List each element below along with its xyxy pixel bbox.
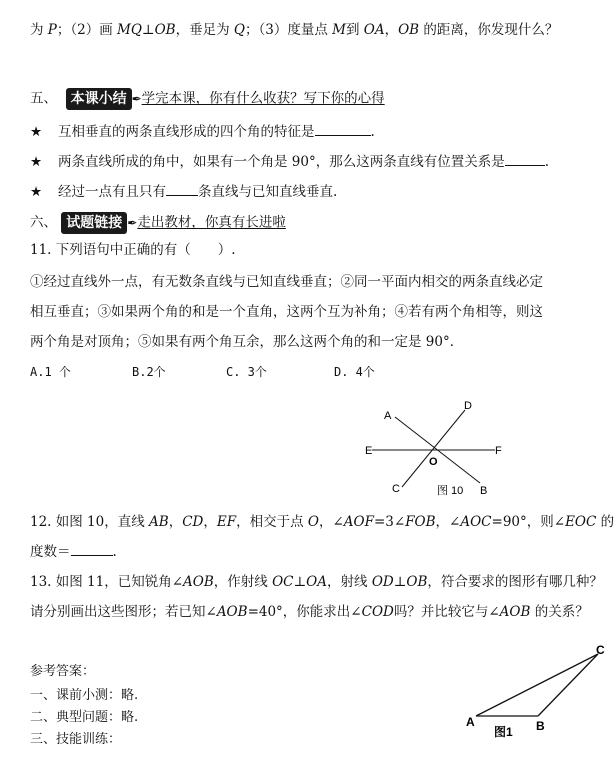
section-number: 六、 <box>30 214 57 231</box>
star-icon: ★ <box>30 184 43 200</box>
text: =40°，你能求出∠ <box>247 604 362 620</box>
text: ；（2）画 <box>56 22 118 38</box>
pen-icon: ✒ <box>131 92 142 106</box>
text: ，射线 <box>327 574 372 590</box>
text: ，相交于点 <box>236 514 308 530</box>
item-text: 两条直线所成的角中，如果有一个角是 90°，那么这两条直线有位置关系是 <box>58 154 505 170</box>
section-badge: 试题链接 <box>61 212 127 234</box>
q12-line <box>30 542 117 562</box>
line-ef-label: EF <box>216 514 237 530</box>
angle-cod: COD <box>361 604 394 620</box>
od-perp-ob: OD⊥OB <box>371 574 428 590</box>
text: 12. 如图 10，直线 <box>30 514 150 530</box>
text: 度数＝ <box>30 544 71 560</box>
q11-line: 相互垂直；③如果两个角的和是一个直角，这两个互为补角；④若有两个角相等，则这 <box>30 304 543 320</box>
item-text: 条直线与已知直线垂直. <box>198 184 338 200</box>
angle-fob: FOB <box>405 514 436 530</box>
option-a[interactable]: A.1 个 <box>30 365 71 379</box>
section-five-header <box>30 88 385 110</box>
angle-eoc: EOC <box>565 514 597 530</box>
option-b[interactable]: B.2个 <box>132 365 166 379</box>
text: 到 <box>345 22 364 38</box>
section-subtitle: 学完本课，你有什么收获？写下你的心得 <box>141 90 385 107</box>
answer-blank[interactable] <box>166 183 198 196</box>
answer-item: 三、技能训练： <box>30 732 122 747</box>
label-d: D <box>464 400 472 412</box>
star-icon: ★ <box>30 124 43 140</box>
label-e: E <box>365 445 373 457</box>
point-m: M <box>332 22 346 38</box>
figure-1 <box>460 640 605 750</box>
label-c: C <box>392 483 400 495</box>
answer-item: 二、典型问题：略. <box>30 710 139 725</box>
text: 请分别画出这些图形；若已知∠ <box>30 604 217 620</box>
text: ；（3）度量点 <box>244 22 333 38</box>
point-o: O <box>307 514 319 530</box>
ray-ob: OB <box>398 22 420 38</box>
text: ，∠ <box>435 514 461 530</box>
angle-aob: AOB <box>183 574 214 590</box>
side-bc <box>538 654 598 716</box>
q11-line: 两个角是对顶角；⑤如果有两个角互余，那么这两个角的和一定是 90°． <box>30 334 464 350</box>
point-p: P <box>47 22 57 38</box>
line-cd <box>402 410 465 487</box>
option-d[interactable]: D. 4个 <box>334 365 375 379</box>
pen-icon: ✒ <box>127 216 138 230</box>
text: 的关系？ <box>530 604 589 620</box>
intro-line <box>30 20 558 40</box>
q12-line <box>30 512 614 532</box>
label-c: C <box>596 643 605 657</box>
figure-caption: 图 10 <box>437 485 464 497</box>
line-ab-label: AB <box>149 514 169 530</box>
section-number: 五、 <box>30 90 57 107</box>
summary-item-1 <box>30 122 375 142</box>
label-b: B <box>480 485 488 497</box>
text: ， <box>203 514 217 530</box>
q11-line: ①经过直线外一点，有无数条直线与已知直线垂直；②同一平面内相交的两条直线必定 <box>30 274 543 290</box>
text: ， <box>384 22 399 38</box>
angle-aob: AOB <box>499 604 531 620</box>
angle-aoc: AOC <box>460 514 492 530</box>
q11-options <box>30 362 375 382</box>
option-c[interactable]: C. 3个 <box>226 365 267 379</box>
q13-line <box>30 602 589 622</box>
text: =90°，则∠ <box>491 514 566 530</box>
text: ，符合要求的图形有哪几种？ <box>427 574 603 590</box>
section-six-header <box>30 212 286 234</box>
text: ， <box>168 514 183 530</box>
item-text: . <box>370 124 375 140</box>
answer-blank[interactable] <box>315 123 371 136</box>
line-cd-label: CD <box>182 514 204 530</box>
label-f: F <box>495 445 502 457</box>
text: 13. 如图 11，已知锐角∠ <box>30 574 184 590</box>
q13-line <box>30 572 603 592</box>
answers-title: 参考答案： <box>30 664 96 679</box>
oc-perp-oa: OC⊥OA <box>272 574 328 590</box>
side-ac <box>476 654 598 716</box>
text: 的 <box>596 514 614 530</box>
item-text: 经过一点有且只有 <box>58 184 166 200</box>
label-o: O <box>429 456 438 468</box>
section-subtitle: 走出教材，你真有长进啦 <box>137 214 286 231</box>
text: ，作射线 <box>213 574 273 590</box>
label-a: A <box>384 410 392 422</box>
figure-10 <box>350 395 510 505</box>
answer-blank[interactable] <box>71 543 113 556</box>
text: 吗？并比较它与∠ <box>393 604 500 620</box>
summary-item-3 <box>30 182 337 202</box>
answer-item: 一、课前小测：略. <box>30 688 139 703</box>
ray-oa: OA <box>363 22 385 38</box>
text: ，垂足为 <box>175 22 234 38</box>
text: . <box>112 544 117 560</box>
q11-stem: 11. 下列语句中正确的有（ ）. <box>30 242 236 258</box>
text: =3∠ <box>373 514 406 530</box>
mq-perp-ob: MQ⊥OB <box>117 22 176 38</box>
star-icon: ★ <box>30 154 43 170</box>
angle-aof: AOF <box>343 514 374 530</box>
item-text: . <box>544 154 550 170</box>
text: 的距离，你发现什么？ <box>419 22 559 38</box>
label-a: A <box>466 715 475 729</box>
summary-item-2 <box>30 152 549 172</box>
answer-blank[interactable] <box>505 153 545 166</box>
angle-aob: AOB <box>216 604 248 620</box>
text: 为 <box>30 22 48 38</box>
figure-caption: 图1 <box>494 725 513 739</box>
item-text: 互相垂直的两条直线形成的四个角的特征是 <box>58 124 315 140</box>
label-b: B <box>536 719 545 733</box>
text: ，∠ <box>318 514 344 530</box>
point-q: Q <box>233 22 245 38</box>
section-badge: 本课小结 <box>66 88 132 110</box>
